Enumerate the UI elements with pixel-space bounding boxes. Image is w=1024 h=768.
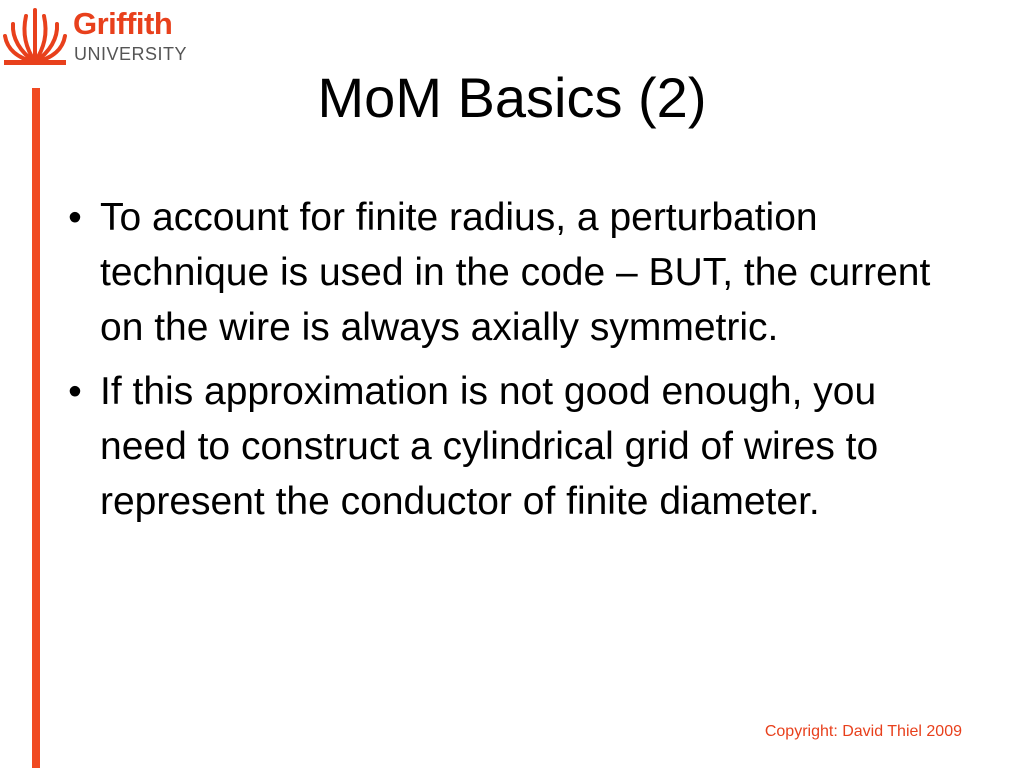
slide-title: MoM Basics (2) bbox=[317, 66, 707, 129]
griffith-university-logo bbox=[2, 4, 202, 68]
bullet-marker: • bbox=[68, 370, 82, 413]
bullet-item bbox=[60, 364, 960, 529]
bullet-item bbox=[60, 190, 960, 355]
logo-subtitle: UNIVERSITY bbox=[74, 44, 188, 64]
logo-name: Griffith bbox=[73, 6, 173, 41]
copyright-notice: Copyright: David Thiel 2009 bbox=[764, 723, 962, 740]
bullet-text: If this approximation is not good enough, you need to construct a cylindrical grid of wires to represent the conductor of finite diameter. bbox=[100, 370, 879, 523]
bullet-text: To account for finite radius, a perturbation technique is used in the code – BUT, the current on the wire is always axially symmetric. bbox=[100, 196, 931, 349]
accent-side-bar bbox=[32, 88, 40, 768]
bullet-list bbox=[60, 190, 960, 538]
bullet-marker: • bbox=[68, 196, 82, 239]
griffith-flame-icon bbox=[2, 4, 68, 66]
